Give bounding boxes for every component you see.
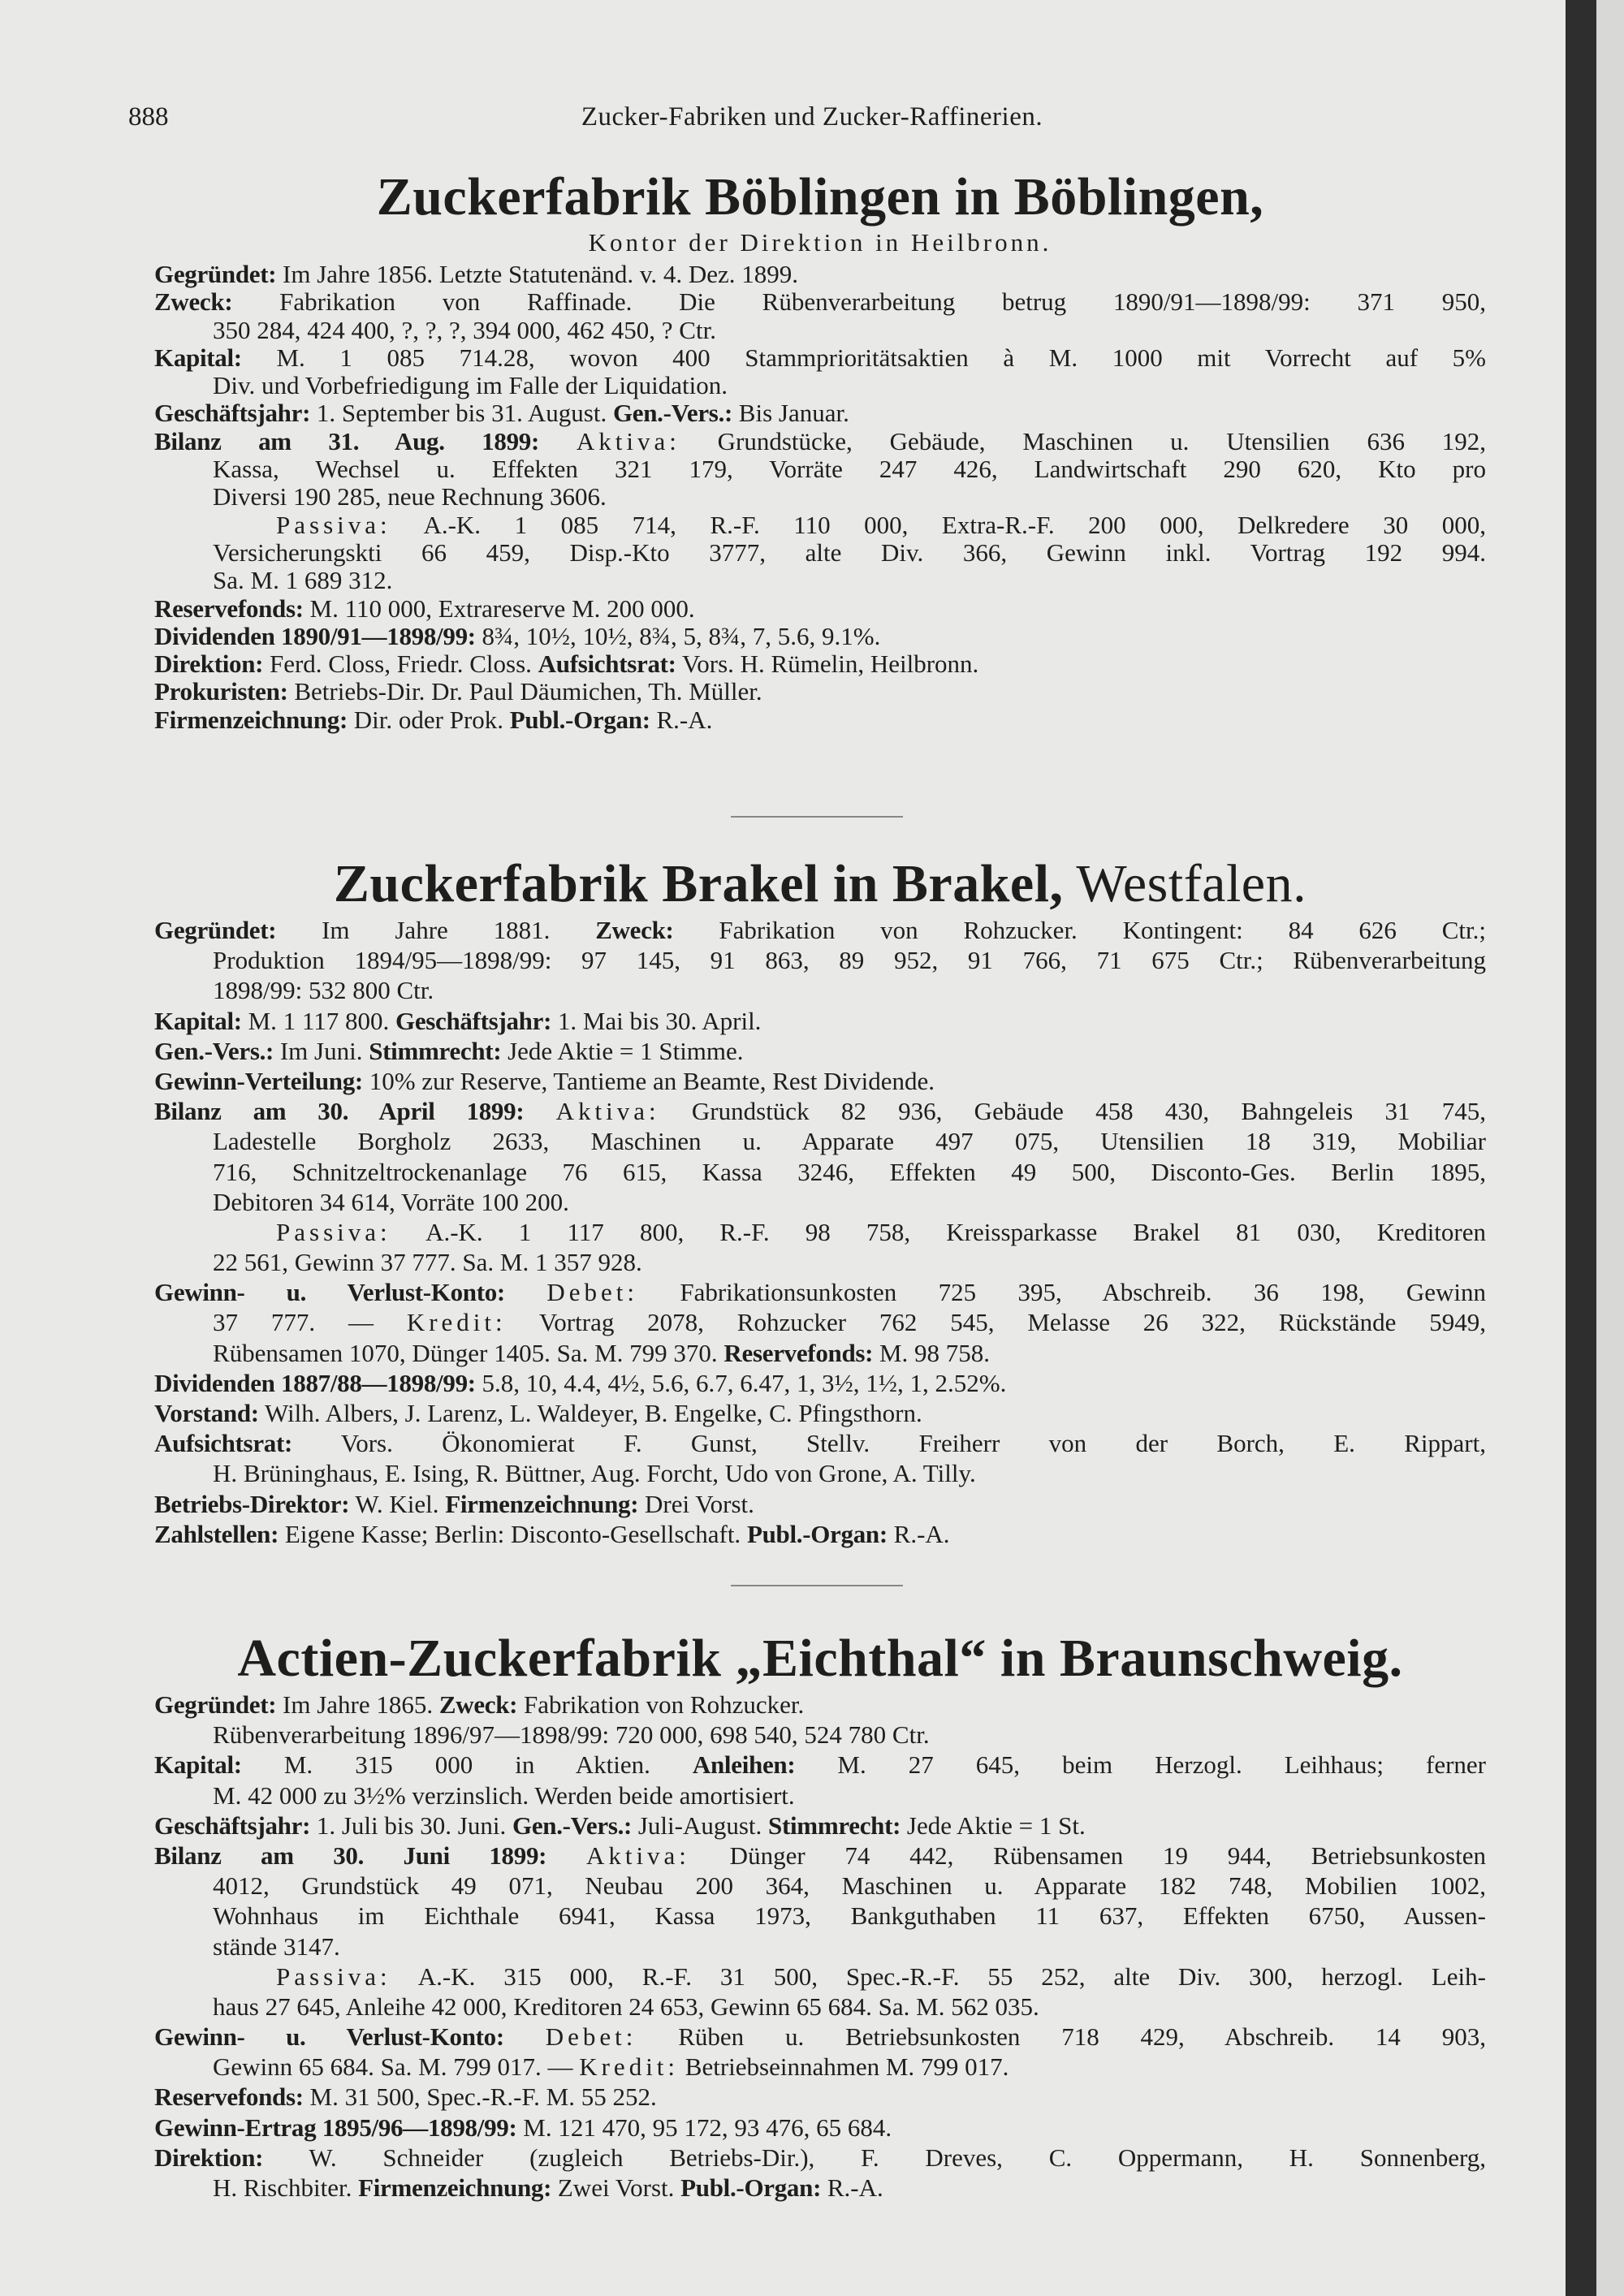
- field-text: [546, 1841, 586, 1870]
- field-text: Vortrag 2078, Rohzucker 762 545, Melasse 26 322, Rückstände 5949,: [506, 1308, 1486, 1337]
- field-label: Stimmrecht:: [369, 1036, 502, 1065]
- text-line: [154, 1217, 1486, 1247]
- field-text: 10% zur Reserve, Tantieme an Beamte, Rest Dividende.: [362, 1066, 935, 1095]
- title-part: Zuckerfabrik Brakel in Brakel,: [333, 854, 1064, 913]
- field-text: Dünger 74 442, Rübensamen 19 944, Betriebsunkosten: [689, 1841, 1486, 1870]
- text-line: [154, 1066, 1486, 1096]
- text-line: [154, 1750, 1486, 1780]
- running-header: Zucker-Fabriken und Zucker-Raffinerien.: [581, 102, 1043, 132]
- entry-field: [154, 650, 1486, 678]
- text-line: [154, 261, 1486, 288]
- text-line: [154, 1901, 1486, 1931]
- field-text: Produktion 1894/95—1898/99: 97 145, 91 863, 89 952, 91 766, 71 675 Ctr.; Rübenverarbeitung: [213, 946, 1486, 975]
- entry-field: [154, 1690, 1486, 1750]
- field-label: Bilanz am 30. April 1899:: [154, 1097, 525, 1126]
- spaced-label: Kredit:: [406, 1308, 507, 1337]
- field-text: Rübensamen 1070, Dünger 1405. Sa. M. 799 370.: [213, 1338, 724, 1367]
- field-text: Gewinn 65 684. Sa. M. 799 017. —: [213, 2052, 580, 2082]
- field-text: Jede Aktie = 1 Stimme.: [501, 1036, 744, 1065]
- field-text: Im Jahre 1856. Letzte Statutenänd. v. 4. Dez. 1899.: [276, 261, 799, 288]
- field-text: Im Juni.: [274, 1036, 369, 1065]
- spaced-label: Passiva:: [276, 511, 391, 539]
- field-label: Gegründet:: [154, 261, 277, 288]
- spaced-label: Passiva:: [276, 1217, 391, 1246]
- field-text: Fabrikation von Rohzucker.: [517, 1690, 805, 1719]
- entry-field: [154, 1750, 1486, 1810]
- text-line: [154, 595, 1486, 623]
- text-line: [154, 1962, 1486, 1992]
- title-part: Actien-Zuckerfabrik „Eichthal“ in Braunschweig.: [237, 1629, 1403, 1688]
- spaced-label: Debet:: [545, 2022, 637, 2052]
- field-label: Dividenden 1887/88—1898/99:: [154, 1368, 476, 1397]
- text-line: [154, 1992, 1486, 2022]
- title-part: Westfalen.: [1063, 854, 1307, 913]
- entry-field: [154, 678, 1486, 706]
- field-text: M. 315 000 in Aktien.: [241, 1750, 693, 1780]
- field-label: Prokuristen:: [154, 678, 288, 706]
- field-text: 4012, Grundstück 49 071, Neubau 200 364, Maschinen u. Apparate 182 748, Mobilien 1002,: [213, 1871, 1486, 1901]
- entry-field: [154, 399, 1486, 427]
- field-text: Wilh. Albers, J. Larenz, L. Waldeyer, B. Engelke, C. Pfingsthorn.: [258, 1399, 922, 1427]
- text-line: [154, 2173, 1486, 2203]
- spaced-label: Aktiva:: [576, 427, 680, 455]
- text-line: [154, 428, 1486, 455]
- entry-field: [154, 706, 1486, 734]
- entry-field: [154, 595, 1486, 623]
- field-text: M. 42 000 zu 3½% verzinslich. Werden beide amortisiert.: [213, 1780, 795, 1810]
- entry-field: [154, 1066, 1486, 1096]
- text-line: [154, 372, 1486, 399]
- text-line: [154, 2113, 1486, 2143]
- field-label: Gewinn-Ertrag 1895/96—1898/99:: [154, 2113, 517, 2142]
- field-text: Diversi 190 285, neue Rechnung 3606.: [213, 483, 607, 511]
- field-label: Reservefonds:: [723, 1338, 874, 1367]
- field-text: W. Schneider (zugleich Betriebs-Dir.), F. Dreves, C. Oppermann, H. Sonnenberg,: [263, 2143, 1486, 2172]
- field-label: Dividenden 1890/91—1898/99:: [154, 622, 476, 650]
- field-label: Stimmrecht:: [768, 1810, 901, 1840]
- field-text: M. 1 117 800.: [241, 1006, 395, 1035]
- entry-field: [154, 1841, 1486, 1962]
- field-text: Dir. oder Prok.: [348, 706, 510, 734]
- text-line: [154, 1458, 1486, 1488]
- entry-field: [154, 2113, 1486, 2143]
- text-line: [154, 1338, 1486, 1368]
- field-text: 716, Schnitzeltrockenanlage 76 615, Kassa 3246, Effekten 49 500, Disconto-Ges. Berlin 1895,: [213, 1157, 1486, 1186]
- text-line: [154, 2143, 1486, 2173]
- entry-field: [154, 261, 1486, 288]
- text-line: [154, 344, 1486, 372]
- entry-field: [154, 1277, 1486, 1368]
- field-text: M. 110 000, Extrareserve M. 200 000.: [303, 594, 695, 623]
- field-text: M. 121 470, 95 172, 93 476, 65 684.: [516, 2113, 892, 2142]
- field-text: [505, 1278, 546, 1306]
- text-line: [154, 915, 1486, 945]
- entry-field: [154, 1962, 1486, 2022]
- field-text: Sa. M. 1 689 312.: [213, 567, 393, 595]
- field-text: H. Rischbiter.: [213, 2173, 359, 2202]
- field-label: Betriebs-Direktor:: [154, 1489, 350, 1518]
- spaced-label: Debet:: [546, 1278, 638, 1307]
- field-label: Zweck:: [595, 916, 674, 944]
- field-label: Publ.-Organ:: [509, 706, 650, 734]
- text-line: [154, 623, 1486, 650]
- spaced-label: Aktiva:: [555, 1097, 660, 1126]
- field-text: Vors. H. Rümelin, Heilbronn.: [676, 650, 979, 679]
- field-text: Rübenverarbeitung 1896/97—1898/99: 720 000, 698 540, 524 780 Ctr.: [213, 1720, 930, 1750]
- field-text: [504, 2022, 546, 2051]
- entry-field: [154, 1428, 1486, 1488]
- field-text: Jede Aktie = 1 St.: [901, 1810, 1086, 1840]
- field-label: Bilanz am 30. Juni 1899:: [154, 1841, 547, 1870]
- company-entry-boeblingen: [154, 166, 1486, 734]
- field-text: R.-A.: [650, 706, 713, 734]
- field-text: Fabrikation von Rohzucker. Kontingent: 84 626 Ctr.;: [673, 916, 1486, 944]
- field-text: Im Jahre 1865.: [276, 1690, 439, 1719]
- field-text: [524, 1097, 555, 1125]
- field-text: A.-K. 315 000, R.-F. 31 500, Spec.-R.-F. 55 252, alte Div. 300, herzogl. Leih-: [391, 1962, 1486, 1991]
- entry-field: [154, 1368, 1486, 1398]
- scan-edge-shadow: [1566, 0, 1596, 2296]
- field-text: 1898/99: 532 800 Ctr.: [213, 976, 434, 1005]
- text-line: [154, 1006, 1486, 1036]
- text-line: [154, 317, 1486, 344]
- field-text: Grundstücke, Gebäude, Maschinen u. Utensilien 636 192,: [680, 427, 1486, 455]
- text-line: [154, 945, 1486, 975]
- field-text: A.-K. 1 085 714, R.-F. 110 000, Extra-R.-F. 200 000, Delkredere 30 000,: [391, 511, 1486, 539]
- field-text: W. Kiel.: [349, 1489, 446, 1518]
- field-text: Fabrikationsunkosten 725 395, Abschreib. 36 198, Gewinn: [637, 1278, 1486, 1307]
- text-line: [154, 399, 1486, 427]
- field-text: Betriebs-Dir. Dr. Paul Däumichen, Th. Müller.: [287, 678, 762, 706]
- text-line: [154, 1489, 1486, 1519]
- spaced-label: Kredit:: [579, 2052, 680, 2082]
- entry-field: [154, 288, 1486, 344]
- text-line: [154, 1157, 1486, 1187]
- field-label: Firmenzeichnung:: [154, 706, 348, 734]
- field-text: Fabrikation von Raffinade. Die Rübenverarbeitung betrug 1890/91—1898/99: 371 950,: [232, 288, 1486, 317]
- text-line: [154, 1096, 1486, 1126]
- field-label: Reservefonds:: [154, 2082, 304, 2112]
- entry-field: [154, 1096, 1486, 1217]
- field-label: Zahlstellen:: [154, 1519, 279, 1548]
- field-text: Versicherungskti 66 459, Disp.-Kto 3777, alte Div. 366, Gewinn inkl. Vortrag 192 994.: [213, 538, 1486, 567]
- field-label: Kapital:: [154, 1750, 242, 1780]
- text-line: [154, 1307, 1486, 1337]
- text-line: [154, 1810, 1486, 1841]
- field-text: R.-A.: [887, 1519, 950, 1548]
- entry-field: [154, 344, 1486, 400]
- text-line: [154, 2022, 1486, 2052]
- field-text: Im Jahre 1881.: [276, 916, 596, 944]
- text-line: [154, 1519, 1486, 1549]
- field-text: M. 27 645, beim Herzogl. Leihhaus; ferner: [795, 1750, 1486, 1780]
- text-line: [154, 1841, 1486, 1871]
- page-number: 888: [128, 102, 169, 132]
- entry-field: [154, 1489, 1486, 1519]
- field-label: Gegründet:: [154, 1690, 277, 1719]
- text-line: [154, 1931, 1486, 1962]
- field-text: 1. September bis 31. August.: [310, 399, 613, 428]
- text-line: [154, 678, 1486, 706]
- field-text: H. Brüninghaus, E. Ising, R. Büttner, Aug. Forcht, Udo von Grone, A. Tilly.: [213, 1459, 976, 1488]
- text-line: [154, 975, 1486, 1005]
- field-label: Zweck:: [154, 288, 233, 317]
- text-line: [154, 288, 1486, 316]
- field-label: Gewinn-Verteilung:: [154, 1066, 363, 1095]
- field-text: Zwei Vorst.: [551, 2173, 681, 2202]
- field-text: 1. Mai bis 30. April.: [551, 1006, 762, 1035]
- entry-field: [154, 1519, 1486, 1549]
- field-text: 37 777. —: [213, 1308, 407, 1337]
- text-line: [154, 1277, 1486, 1307]
- field-label: Geschäftsjahr:: [154, 399, 311, 428]
- entry-field: [154, 2143, 1486, 2203]
- entry-field: [154, 1036, 1486, 1066]
- field-label: Gewinn- u. Verlust-Konto:: [154, 1278, 505, 1307]
- text-line: [154, 1780, 1486, 1810]
- field-text: Drei Vorst.: [638, 1489, 754, 1518]
- entry-field: [154, 511, 1486, 595]
- field-text: haus 27 645, Anleihe 42 000, Kreditoren 24 653, Gewinn 65 684. Sa. M. 562 035.: [213, 1992, 1039, 2021]
- field-label: Reservefonds:: [154, 594, 304, 623]
- text-line: [154, 1428, 1486, 1458]
- text-line: [154, 2052, 1486, 2082]
- field-label: Geschäftsjahr:: [395, 1006, 552, 1035]
- field-text: Div. und Vorbefriedigung im Falle der Liquidation.: [213, 372, 728, 400]
- text-line: [154, 1720, 1486, 1750]
- text-line: [154, 706, 1486, 734]
- title-part: Zuckerfabrik Böblingen in Böblingen,: [376, 167, 1264, 227]
- text-line: [154, 1126, 1486, 1156]
- field-text: [539, 428, 577, 455]
- field-label: Zweck:: [438, 1690, 518, 1719]
- entry-field: [154, 1217, 1486, 1277]
- field-label: Gewinn- u. Verlust-Konto:: [154, 2022, 504, 2052]
- field-label: Aufsichtsrat:: [154, 1429, 293, 1458]
- scan-margin: [1596, 0, 1624, 2296]
- company-entry-brakel: [154, 853, 1486, 1549]
- text-line: [154, 650, 1486, 678]
- field-label: Kapital:: [154, 1006, 242, 1035]
- text-line: [154, 539, 1486, 567]
- entry-field: [154, 428, 1486, 511]
- company-title: [154, 1628, 1486, 1690]
- entry-field: [154, 1398, 1486, 1428]
- field-text: R.-A.: [821, 2173, 883, 2202]
- field-text: Ladestelle Borgholz 2633, Maschinen u. Apparate 497 075, Utensilien 18 319, Mobiliar: [213, 1127, 1486, 1156]
- field-label: Vorstand:: [154, 1399, 259, 1427]
- text-line: [154, 2082, 1486, 2112]
- spaced-label: Aktiva:: [585, 1841, 690, 1870]
- field-text: 350 284, 424 400, ?, ?, ?, 394 000, 462 450, ? Ctr.: [213, 316, 716, 344]
- section-divider: [731, 1585, 903, 1586]
- text-line: [154, 455, 1486, 483]
- entry-field: [154, 2022, 1486, 2082]
- field-text: Juli-August.: [632, 1810, 769, 1840]
- field-text: 5.8, 10, 4.4, 4½, 5.6, 6.7, 6.47, 1, 3½, 1½, 1, 2.52%.: [475, 1368, 1007, 1397]
- text-line: [154, 1871, 1486, 1901]
- field-label: Geschäftsjahr:: [154, 1810, 311, 1840]
- field-text: 22 561, Gewinn 37 777. Sa. M. 1 357 928.: [213, 1248, 642, 1277]
- field-text: M. 1 085 714.28, wovon 400 Stammprioritätsaktien à M. 1000 mit Vorrecht auf 5%: [241, 343, 1486, 372]
- entry-field: [154, 2082, 1486, 2112]
- text-line: [154, 1398, 1486, 1428]
- field-text: 1. Juli bis 30. Juni.: [310, 1810, 512, 1840]
- field-text: Kassa, Wechsel u. Effekten 321 179, Vorräte 247 426, Landwirtschaft 290 620, Kto pro: [213, 455, 1486, 484]
- company-title: [154, 166, 1486, 228]
- field-text: Bis Januar.: [732, 399, 849, 428]
- field-label: Direktion:: [154, 650, 264, 679]
- field-text: M. 98 758.: [873, 1338, 991, 1367]
- entry-field: [154, 1810, 1486, 1841]
- company-entry-eichthal: [154, 1628, 1486, 2203]
- text-line: [154, 1036, 1486, 1066]
- field-label: Firmenzeichnung:: [358, 2173, 552, 2202]
- field-text: M. 31 500, Spec.-R.-F. M. 55 252.: [303, 2082, 657, 2112]
- field-label: Aufsichtsrat:: [538, 650, 676, 679]
- entry-field: [154, 1006, 1486, 1036]
- field-text: 8¾, 10½, 10½, 8¾, 5, 8¾, 7, 5.6, 9.1%.: [475, 622, 881, 650]
- text-line: [154, 1187, 1486, 1217]
- company-subtitle: Kontor der Direktion in Heilbronn.: [588, 228, 1052, 257]
- field-label: Gen.-Vers.:: [154, 1036, 274, 1065]
- text-line: [154, 567, 1486, 594]
- field-text: Rüben u. Betriebsunkosten 718 429, Abschreib. 14 903,: [637, 2022, 1486, 2052]
- text-line: [154, 1368, 1486, 1398]
- text-line: [154, 1247, 1486, 1277]
- field-label: Direktion:: [154, 2143, 264, 2172]
- field-text: Ferd. Closs, Friedr. Closs.: [263, 650, 538, 679]
- field-text: Wohnhaus im Eichthale 6941, Kassa 1973, Bankguthaben 11 637, Effekten 6750, Aussen-: [213, 1901, 1486, 1931]
- field-label: Publ.-Organ:: [746, 1519, 888, 1548]
- field-label: Anleihen:: [692, 1750, 796, 1780]
- field-text: A.-K. 1 117 800, R.-F. 98 758, Kreissparkasse Brakel 81 030, Kreditoren: [391, 1217, 1486, 1246]
- field-text: Vors. Ökonomierat F. Gunst, Stellv. Freiherr von der Borch, E. Rippart,: [292, 1429, 1486, 1458]
- field-text: Grundstück 82 936, Gebäude 458 430, Bahngeleis 31 745,: [659, 1097, 1486, 1126]
- spaced-label: Passiva:: [276, 1962, 391, 1991]
- entry-field: [154, 623, 1486, 650]
- field-text: Eigene Kasse; Berlin: Disconto-Gesellschaft.: [279, 1519, 747, 1548]
- field-label: Gegründet:: [154, 916, 277, 944]
- field-text: Betriebseinnahmen M. 799 017.: [679, 2052, 1009, 2082]
- field-label: Gen.-Vers.:: [612, 399, 733, 428]
- field-text: Debitoren 34 614, Vorräte 100 200.: [213, 1187, 569, 1216]
- text-line: [154, 1690, 1486, 1720]
- field-text: stände 3147.: [213, 1931, 340, 1961]
- text-line: [154, 483, 1486, 511]
- text-line: [154, 511, 1486, 539]
- field-label: Gen.-Vers.:: [512, 1810, 633, 1840]
- field-label: Firmenzeichnung:: [445, 1489, 639, 1518]
- field-label: Publ.-Organ:: [680, 2173, 822, 2202]
- entry-field: [154, 915, 1486, 1006]
- section-divider: [731, 816, 903, 818]
- field-label: Kapital:: [154, 343, 242, 372]
- company-title: [154, 853, 1486, 915]
- field-label: Bilanz am 31. Aug. 1899:: [154, 427, 540, 455]
